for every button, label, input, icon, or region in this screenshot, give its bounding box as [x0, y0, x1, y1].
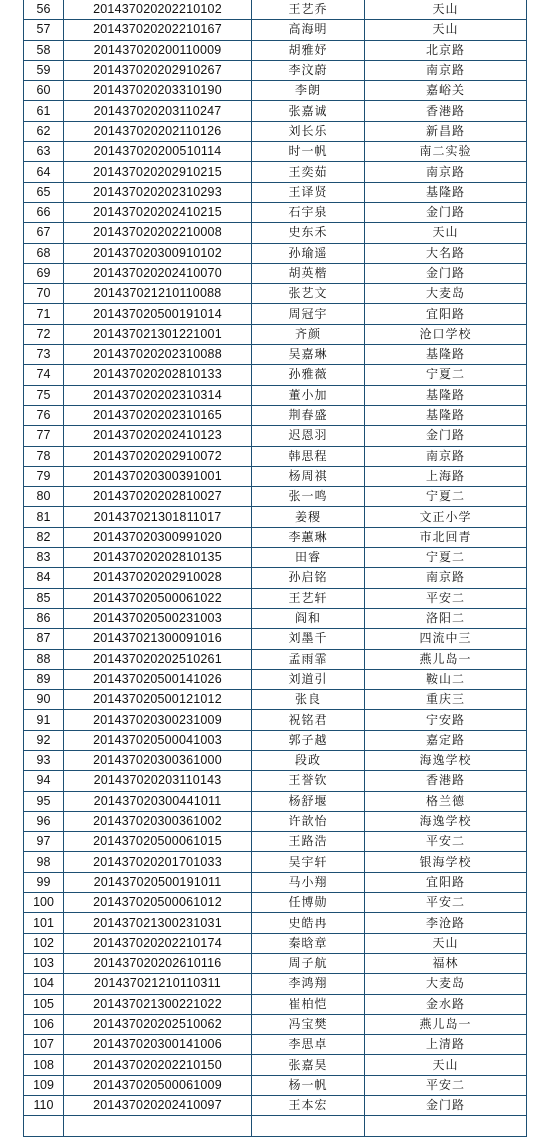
student-name-cell: 孙雅薇 [252, 365, 365, 385]
row-number-cell: 93 [24, 750, 64, 770]
student-id-cell: 201437020200110009 [64, 40, 252, 60]
row-number-cell: 110 [24, 1096, 64, 1116]
table-row [24, 263, 527, 283]
student-id-cell: 201437020202610116 [64, 953, 252, 973]
table-row [24, 304, 527, 324]
school-cell: 南京路 [365, 446, 527, 466]
student-id-cell: 201437020300141006 [64, 1035, 252, 1055]
table-row [24, 142, 527, 162]
student-id-cell [64, 1116, 252, 1136]
student-name-cell: 孙启铭 [252, 568, 365, 588]
table-row [24, 487, 527, 507]
school-cell: 天山 [365, 223, 527, 243]
row-number-cell: 109 [24, 1075, 64, 1095]
student-id-cell: 201437020300391001 [64, 466, 252, 486]
student-id-cell: 201437020300361000 [64, 750, 252, 770]
row-number-cell: 94 [24, 771, 64, 791]
row-number-cell: 81 [24, 507, 64, 527]
student-id-cell: 201437020202310165 [64, 405, 252, 425]
student-name-cell: 杨舒堰 [252, 791, 365, 811]
school-cell: 上清路 [365, 1035, 527, 1055]
student-name-cell: 王艺乔 [252, 0, 365, 20]
student-name-cell: 杨一帆 [252, 1075, 365, 1095]
table-row [24, 202, 527, 222]
row-number-cell: 63 [24, 142, 64, 162]
row-number-cell: 105 [24, 994, 64, 1014]
table-row [24, 852, 527, 872]
row-number-cell: 56 [24, 0, 64, 20]
student-id-cell: 201437020203110143 [64, 771, 252, 791]
table-row [24, 20, 527, 40]
school-cell: 海逸学校 [365, 811, 527, 831]
school-cell: 宁夏二 [365, 548, 527, 568]
student-name-cell: 刘墨千 [252, 629, 365, 649]
row-number-cell: 88 [24, 649, 64, 669]
student-name-cell: 石宇泉 [252, 202, 365, 222]
table-row [24, 710, 527, 730]
school-cell: 基隆路 [365, 345, 527, 365]
table-row [24, 811, 527, 831]
student-id-cell: 201437020202210150 [64, 1055, 252, 1075]
table-row [24, 791, 527, 811]
student-id-cell: 201437020202910267 [64, 60, 252, 80]
row-number-cell: 58 [24, 40, 64, 60]
table-row [24, 1116, 527, 1136]
school-cell: 福林 [365, 953, 527, 973]
student-name-cell: 郭子越 [252, 730, 365, 750]
student-name-cell: 段政 [252, 750, 365, 770]
table-row [24, 750, 527, 770]
table-row [24, 81, 527, 101]
row-number-cell: 73 [24, 345, 64, 365]
school-cell: 基隆路 [365, 182, 527, 202]
row-number-cell: 60 [24, 81, 64, 101]
row-number-cell: 106 [24, 1014, 64, 1034]
row-number-cell: 67 [24, 223, 64, 243]
student-name-cell: 李思卓 [252, 1035, 365, 1055]
school-cell: 宁夏二 [365, 365, 527, 385]
table-row [24, 60, 527, 80]
school-cell: 洛阳二 [365, 608, 527, 628]
student-id-cell: 201437020300441011 [64, 791, 252, 811]
student-id-cell: 201437020200510114 [64, 142, 252, 162]
row-number-cell: 71 [24, 304, 64, 324]
student-roster-table [23, 0, 527, 1137]
student-id-cell: 201437020300910102 [64, 243, 252, 263]
row-number-cell: 95 [24, 791, 64, 811]
row-number-cell: 72 [24, 324, 64, 344]
student-id-cell: 201437020202210167 [64, 20, 252, 40]
table-row [24, 690, 527, 710]
row-number-cell: 107 [24, 1035, 64, 1055]
row-number-cell: 82 [24, 527, 64, 547]
student-name-cell: 迟恩羽 [252, 426, 365, 446]
row-number-cell: 74 [24, 365, 64, 385]
student-id-cell: 201437020202210008 [64, 223, 252, 243]
student-name-cell: 姜稷 [252, 507, 365, 527]
student-id-cell: 201437020203110247 [64, 101, 252, 121]
student-id-cell: 201437020500231003 [64, 608, 252, 628]
school-cell: 金门路 [365, 263, 527, 283]
student-id-cell: 201437020500141026 [64, 669, 252, 689]
table-row [24, 101, 527, 121]
row-number-cell: 59 [24, 60, 64, 80]
school-cell: 嘉定路 [365, 730, 527, 750]
student-name-cell: 周冠宇 [252, 304, 365, 324]
student-id-cell: 201437020202910215 [64, 162, 252, 182]
roster-body [24, 0, 527, 1136]
student-id-cell: 201437020300231009 [64, 710, 252, 730]
student-name-cell: 田睿 [252, 548, 365, 568]
student-id-cell: 201437020202310088 [64, 345, 252, 365]
student-name-cell: 张嘉昊 [252, 1055, 365, 1075]
student-name-cell: 史东禾 [252, 223, 365, 243]
student-name-cell: 王本宏 [252, 1096, 365, 1116]
table-row [24, 1055, 527, 1075]
row-number-cell: 90 [24, 690, 64, 710]
row-number-cell: 99 [24, 872, 64, 892]
student-id-cell: 201437020202410070 [64, 263, 252, 283]
student-id-cell: 201437020500191014 [64, 304, 252, 324]
student-name-cell: 王奕茹 [252, 162, 365, 182]
row-number-cell: 89 [24, 669, 64, 689]
table-row [24, 649, 527, 669]
student-name-cell: 任博勋 [252, 893, 365, 913]
student-name-cell: 齐颜 [252, 324, 365, 344]
student-id-cell: 201437020202410123 [64, 426, 252, 446]
row-number-cell: 61 [24, 101, 64, 121]
school-cell: 平安二 [365, 1075, 527, 1095]
school-cell: 沧口学校 [365, 324, 527, 344]
row-number-cell: 80 [24, 487, 64, 507]
student-name-cell: 孟雨霏 [252, 649, 365, 669]
student-name-cell: 胡雅妤 [252, 40, 365, 60]
row-number-cell: 62 [24, 121, 64, 141]
row-number-cell: 78 [24, 446, 64, 466]
student-name-cell: 秦晗章 [252, 933, 365, 953]
student-name-cell: 吴嘉琳 [252, 345, 365, 365]
student-id-cell: 201437020500061015 [64, 832, 252, 852]
student-id-cell: 201437020201701033 [64, 852, 252, 872]
row-number-cell: 68 [24, 243, 64, 263]
student-id-cell: 201437020202910028 [64, 568, 252, 588]
school-cell: 市北回青 [365, 527, 527, 547]
student-name-cell: 刘长乐 [252, 121, 365, 141]
school-cell: 金水路 [365, 994, 527, 1014]
row-number-cell: 77 [24, 426, 64, 446]
student-id-cell: 201437020202210174 [64, 933, 252, 953]
student-name-cell: 张艺文 [252, 284, 365, 304]
school-cell: 天山 [365, 0, 527, 20]
row-number-cell: 85 [24, 588, 64, 608]
school-cell: 平安二 [365, 832, 527, 852]
student-id-cell: 201437020202410097 [64, 1096, 252, 1116]
school-cell [365, 1116, 527, 1136]
table-row [24, 588, 527, 608]
row-number-cell: 101 [24, 913, 64, 933]
row-number-cell: 57 [24, 20, 64, 40]
school-cell: 上海路 [365, 466, 527, 486]
student-roster-sheet [23, 0, 526, 1137]
school-cell: 香港路 [365, 101, 527, 121]
school-cell: 宜阳路 [365, 304, 527, 324]
school-cell: 燕儿岛一 [365, 649, 527, 669]
row-number-cell: 98 [24, 852, 64, 872]
table-row [24, 162, 527, 182]
row-number-cell: 91 [24, 710, 64, 730]
student-name-cell: 王誉钦 [252, 771, 365, 791]
table-row [24, 1096, 527, 1116]
school-cell: 嘉峪关 [365, 81, 527, 101]
student-name-cell: 胡英楷 [252, 263, 365, 283]
table-row [24, 568, 527, 588]
row-number-cell: 76 [24, 405, 64, 425]
table-row [24, 284, 527, 304]
student-name-cell [252, 1116, 365, 1136]
row-number-cell: 92 [24, 730, 64, 750]
school-cell: 南二实验 [365, 142, 527, 162]
table-row [24, 548, 527, 568]
table-row [24, 466, 527, 486]
row-number-cell: 65 [24, 182, 64, 202]
table-row [24, 1014, 527, 1034]
table-row [24, 872, 527, 892]
row-number-cell: 79 [24, 466, 64, 486]
table-row [24, 1035, 527, 1055]
student-id-cell: 201437021300091016 [64, 629, 252, 649]
school-cell: 新昌路 [365, 121, 527, 141]
student-name-cell: 祝铭君 [252, 710, 365, 730]
school-cell: 宁夏二 [365, 487, 527, 507]
table-row [24, 669, 527, 689]
student-name-cell: 董小加 [252, 385, 365, 405]
student-name-cell: 许歆怡 [252, 811, 365, 831]
student-name-cell: 李蕙琳 [252, 527, 365, 547]
row-number-cell: 97 [24, 832, 64, 852]
school-cell: 四流中三 [365, 629, 527, 649]
school-cell: 平安二 [365, 893, 527, 913]
student-id-cell: 201437021210110311 [64, 974, 252, 994]
student-name-cell: 时一帆 [252, 142, 365, 162]
table-row [24, 324, 527, 344]
school-cell: 李沧路 [365, 913, 527, 933]
student-id-cell: 201437020500061009 [64, 1075, 252, 1095]
school-cell: 平安二 [365, 588, 527, 608]
school-cell: 金门路 [365, 426, 527, 446]
student-name-cell: 张一鸣 [252, 487, 365, 507]
student-name-cell: 阎和 [252, 608, 365, 628]
student-name-cell: 高海明 [252, 20, 365, 40]
student-id-cell: 201437020500191011 [64, 872, 252, 892]
student-name-cell: 张良 [252, 690, 365, 710]
student-name-cell: 韩思程 [252, 446, 365, 466]
table-row [24, 365, 527, 385]
table-row [24, 527, 527, 547]
table-row [24, 913, 527, 933]
student-id-cell: 201437021210110088 [64, 284, 252, 304]
school-cell: 重庆三 [365, 690, 527, 710]
student-id-cell: 201437021300221022 [64, 994, 252, 1014]
student-id-cell: 201437020500121012 [64, 690, 252, 710]
student-id-cell: 201437020202510062 [64, 1014, 252, 1034]
student-name-cell: 崔柏恺 [252, 994, 365, 1014]
school-cell: 天山 [365, 20, 527, 40]
student-id-cell: 201437020202510261 [64, 649, 252, 669]
student-id-cell: 201437021300231031 [64, 913, 252, 933]
table-row [24, 0, 527, 20]
school-cell: 大麦岛 [365, 284, 527, 304]
school-cell: 宜阳路 [365, 872, 527, 892]
school-cell: 大名路 [365, 243, 527, 263]
school-cell: 宁安路 [365, 710, 527, 730]
student-id-cell: 201437020202810135 [64, 548, 252, 568]
table-row [24, 405, 527, 425]
table-row [24, 385, 527, 405]
student-id-cell: 201437020203310190 [64, 81, 252, 101]
student-id-cell: 201437020202210102 [64, 0, 252, 20]
student-name-cell: 王艺轩 [252, 588, 365, 608]
table-row [24, 994, 527, 1014]
table-row [24, 507, 527, 527]
table-row [24, 730, 527, 750]
student-id-cell: 201437020202810133 [64, 365, 252, 385]
student-name-cell: 冯宝樊 [252, 1014, 365, 1034]
student-name-cell: 刘道引 [252, 669, 365, 689]
row-number-cell: 69 [24, 263, 64, 283]
school-cell: 银海学校 [365, 852, 527, 872]
table-row [24, 446, 527, 466]
student-name-cell: 张嘉诚 [252, 101, 365, 121]
student-name-cell: 杨周祺 [252, 466, 365, 486]
row-number-cell: 87 [24, 629, 64, 649]
school-cell: 南京路 [365, 60, 527, 80]
student-id-cell: 201437020300991020 [64, 527, 252, 547]
student-id-cell: 201437020202810027 [64, 487, 252, 507]
school-cell: 南京路 [365, 162, 527, 182]
student-id-cell: 201437020202310314 [64, 385, 252, 405]
row-number-cell [24, 1116, 64, 1136]
student-name-cell: 王路浩 [252, 832, 365, 852]
table-row [24, 933, 527, 953]
table-row [24, 345, 527, 365]
student-id-cell: 201437020300361002 [64, 811, 252, 831]
student-name-cell: 吴宇轩 [252, 852, 365, 872]
table-row [24, 629, 527, 649]
row-number-cell: 83 [24, 548, 64, 568]
row-number-cell: 66 [24, 202, 64, 222]
school-cell: 北京路 [365, 40, 527, 60]
row-number-cell: 84 [24, 568, 64, 588]
student-name-cell: 荆春盛 [252, 405, 365, 425]
row-number-cell: 102 [24, 933, 64, 953]
student-id-cell: 201437020202110126 [64, 121, 252, 141]
student-name-cell: 孙瑜遥 [252, 243, 365, 263]
row-number-cell: 103 [24, 953, 64, 973]
table-row [24, 771, 527, 791]
table-row [24, 121, 527, 141]
school-cell: 文正小学 [365, 507, 527, 527]
table-row [24, 243, 527, 263]
school-cell: 天山 [365, 1055, 527, 1075]
row-number-cell: 70 [24, 284, 64, 304]
student-name-cell: 史皓冉 [252, 913, 365, 933]
table-row [24, 182, 527, 202]
table-row [24, 893, 527, 913]
table-row [24, 426, 527, 446]
table-row [24, 223, 527, 243]
table-row [24, 974, 527, 994]
table-row [24, 608, 527, 628]
school-cell: 基隆路 [365, 405, 527, 425]
row-number-cell: 100 [24, 893, 64, 913]
student-name-cell: 王译贤 [252, 182, 365, 202]
student-name-cell: 李汶蔚 [252, 60, 365, 80]
student-id-cell: 201437020500041003 [64, 730, 252, 750]
school-cell: 金门路 [365, 1096, 527, 1116]
row-number-cell: 86 [24, 608, 64, 628]
row-number-cell: 64 [24, 162, 64, 182]
student-id-cell: 201437020202910072 [64, 446, 252, 466]
row-number-cell: 96 [24, 811, 64, 831]
school-cell: 金门路 [365, 202, 527, 222]
student-id-cell: 201437021301221001 [64, 324, 252, 344]
table-row [24, 1075, 527, 1095]
school-cell: 燕儿岛一 [365, 1014, 527, 1034]
row-number-cell: 108 [24, 1055, 64, 1075]
student-name-cell: 李鸿翔 [252, 974, 365, 994]
row-number-cell: 75 [24, 385, 64, 405]
table-row [24, 953, 527, 973]
school-cell: 基隆路 [365, 385, 527, 405]
table-row [24, 40, 527, 60]
student-id-cell: 201437020202410215 [64, 202, 252, 222]
school-cell: 格兰德 [365, 791, 527, 811]
row-number-cell: 104 [24, 974, 64, 994]
school-cell: 南京路 [365, 568, 527, 588]
school-cell: 大麦岛 [365, 974, 527, 994]
student-name-cell: 李朗 [252, 81, 365, 101]
school-cell: 海逸学校 [365, 750, 527, 770]
student-id-cell: 201437020500061022 [64, 588, 252, 608]
table-row [24, 832, 527, 852]
school-cell: 鞍山二 [365, 669, 527, 689]
school-cell: 天山 [365, 933, 527, 953]
student-name-cell: 周子航 [252, 953, 365, 973]
student-name-cell: 马小翔 [252, 872, 365, 892]
student-id-cell: 201437021301811017 [64, 507, 252, 527]
student-id-cell: 201437020202310293 [64, 182, 252, 202]
school-cell: 香港路 [365, 771, 527, 791]
student-id-cell: 201437020500061012 [64, 893, 252, 913]
